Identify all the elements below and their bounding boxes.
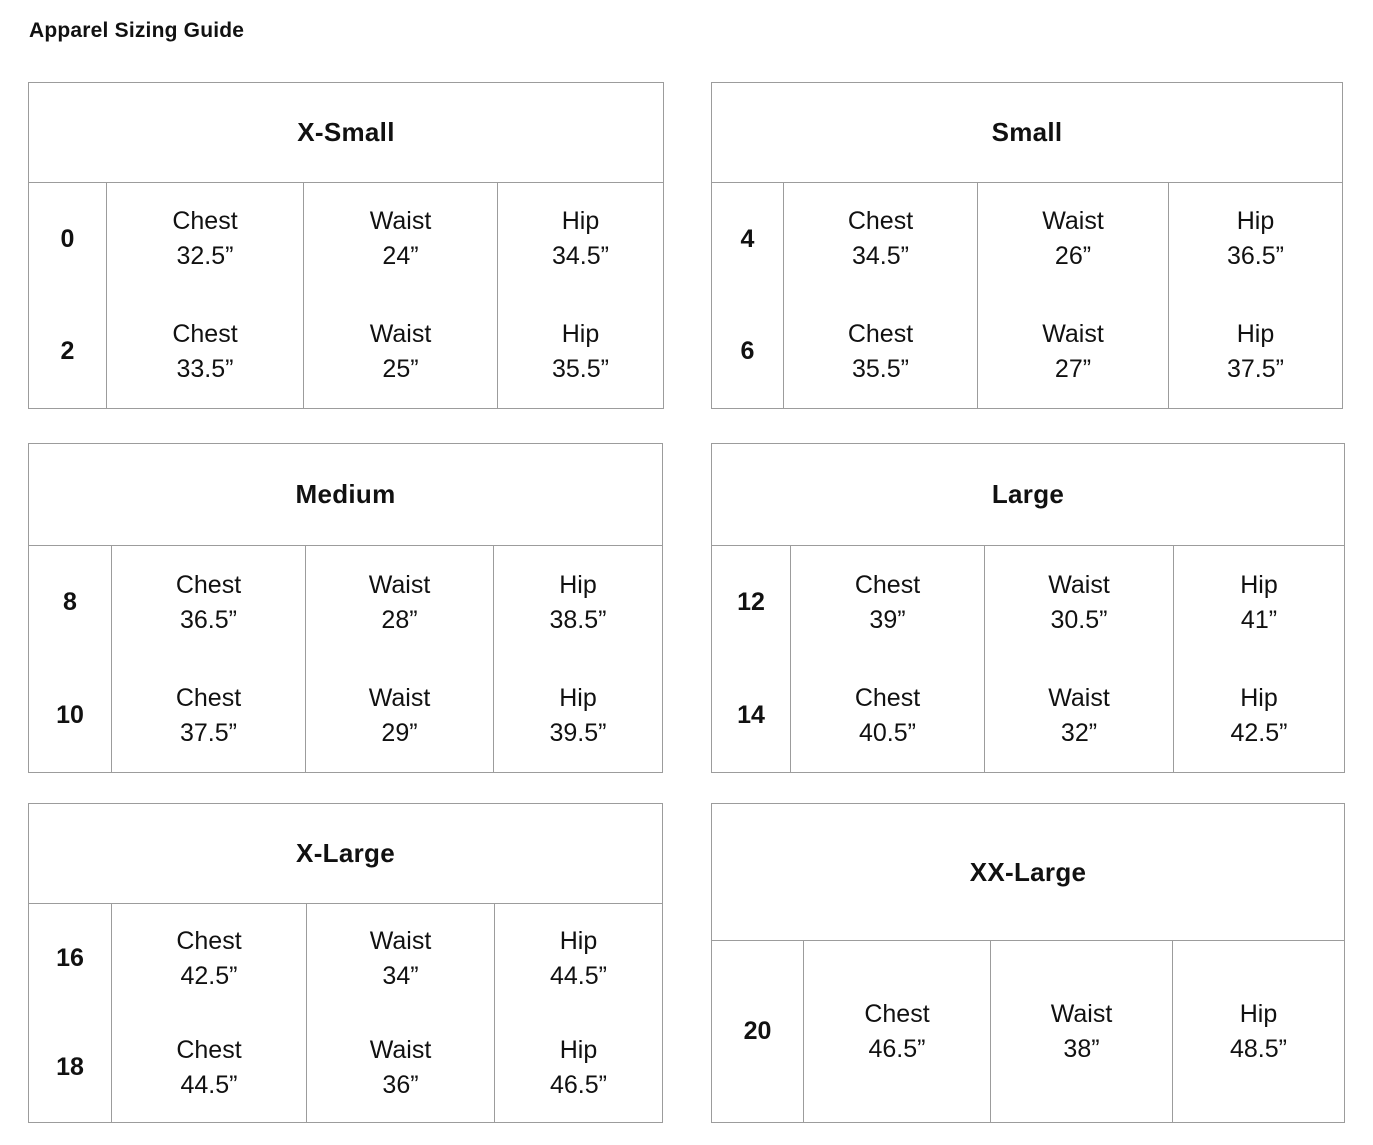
size-number: 20 [743,1017,772,1045]
waist-cell [304,183,497,296]
waist-cell [306,546,493,659]
hip-label: Hip [561,319,600,348]
chest-label: Chest [864,999,930,1028]
waist-cell [307,1013,494,1122]
waist-label: Waist [1048,570,1110,599]
hip-cell [494,659,662,772]
size-table-title: X-Small [29,83,663,183]
hip-cell [498,296,663,409]
hip-value: 37.5” [1227,354,1284,383]
chest-label: Chest [854,570,921,599]
hip-label: Hip [1236,207,1275,236]
size-number: 16 [56,944,84,972]
size-table-large [711,443,1345,773]
size-table-x-large [28,803,663,1123]
hip-label: Hip [559,570,597,599]
waist-label: Waist [1048,683,1110,712]
waist-label: Waist [1050,999,1113,1028]
size-number: 14 [737,701,765,729]
size-table-xx-large [711,803,1345,1123]
waist-cell [991,941,1172,1122]
hip-label: Hip [1240,683,1278,712]
waist-value: 26” [1054,242,1092,271]
waist-cell [978,296,1168,409]
chest-value: 36.5” [180,605,237,634]
waist-label: Waist [369,926,432,955]
waist-value: 36” [382,1070,419,1099]
waist-value: 28” [381,605,418,634]
waist-label: Waist [1042,319,1104,348]
size-table-title: Medium [29,444,662,546]
hip-cell [1174,659,1344,772]
waist-value: 34” [382,961,419,990]
waist-cell [306,659,493,772]
waist-value: 32” [1060,718,1098,747]
waist-value: 29” [381,718,418,747]
hip-label: Hip [561,207,600,236]
size-table-x-small [28,82,664,409]
waist-cell [978,183,1168,296]
hip-label: Hip [1239,999,1278,1028]
chest-label: Chest [176,1035,242,1064]
chest-cell [112,1013,306,1122]
waist-label: Waist [368,683,431,712]
hip-value: 34.5” [552,242,609,271]
waist-value: 24” [382,242,419,271]
chest-label: Chest [176,926,242,955]
size-number: 8 [63,588,77,616]
waist-value: 25” [382,354,419,383]
chest-label: Chest [847,319,914,348]
size-number: 12 [737,588,765,616]
chest-cell [112,546,305,659]
hip-cell [1173,941,1344,1122]
hip-value: 36.5” [1227,242,1284,271]
waist-label: Waist [369,319,432,348]
size-table-medium [28,443,663,773]
size-table-title: X-Large [29,804,662,904]
size-number: 6 [740,337,755,366]
hip-cell [498,183,663,296]
hip-value: 38.5” [549,605,607,634]
chest-value: 32.5” [176,242,234,271]
chest-value: 42.5” [180,961,238,990]
hip-label: Hip [1240,570,1278,599]
chest-label: Chest [854,683,921,712]
waist-value: 27” [1054,354,1092,383]
waist-cell [307,904,494,1013]
hip-value: 46.5” [550,1070,607,1099]
waist-value: 38” [1063,1034,1100,1063]
size-table-title: XX-Large [712,804,1344,941]
hip-value: 44.5” [550,961,607,990]
size-table-title: Large [712,444,1344,546]
chest-label: Chest [172,319,238,348]
chest-label: Chest [847,207,914,236]
hip-cell [495,904,662,1013]
waist-value: 30.5” [1050,605,1108,634]
chest-cell [784,296,977,409]
chest-value: 35.5” [852,354,909,383]
size-number: 0 [60,224,75,253]
chest-label: Chest [175,570,242,599]
hip-label: Hip [559,1035,598,1064]
chest-value: 44.5” [180,1070,238,1099]
hip-cell [494,546,662,659]
size-number: 10 [56,701,84,729]
chest-value: 34.5” [852,242,909,271]
chest-value: 40.5” [859,718,916,747]
waist-label: Waist [369,1035,432,1064]
chest-cell [112,904,306,1013]
hip-cell [1174,546,1344,659]
waist-label: Waist [368,570,431,599]
waist-label: Waist [369,207,432,236]
hip-cell [495,1013,662,1122]
hip-value: 39.5” [549,718,607,747]
chest-value: 37.5” [180,718,237,747]
waist-cell [304,296,497,409]
size-table-small [711,82,1343,409]
chest-cell [791,546,984,659]
chest-cell [784,183,977,296]
chest-cell [112,659,305,772]
size-table-title: Small [712,83,1342,183]
size-number: 2 [60,337,75,366]
hip-label: Hip [559,683,597,712]
hip-value: 48.5” [1230,1034,1287,1063]
hip-value: 35.5” [552,354,609,383]
waist-cell [985,546,1173,659]
chest-cell [791,659,984,772]
hip-cell [1169,183,1342,296]
hip-value: 41” [1240,605,1278,634]
size-number: 4 [740,224,755,253]
chest-label: Chest [175,683,242,712]
hip-value: 42.5” [1230,718,1288,747]
waist-cell [985,659,1173,772]
size-number: 18 [56,1053,84,1081]
hip-label: Hip [559,926,598,955]
chest-cell [107,296,303,409]
page-title: Apparel Sizing Guide [29,19,245,42]
chest-value: 33.5” [176,354,234,383]
chest-cell [804,941,990,1122]
hip-label: Hip [1236,319,1275,348]
waist-label: Waist [1042,207,1104,236]
chest-cell [107,183,303,296]
hip-cell [1169,296,1342,409]
chest-value: 39” [869,605,906,634]
chest-value: 46.5” [868,1034,926,1063]
chest-label: Chest [172,207,238,236]
